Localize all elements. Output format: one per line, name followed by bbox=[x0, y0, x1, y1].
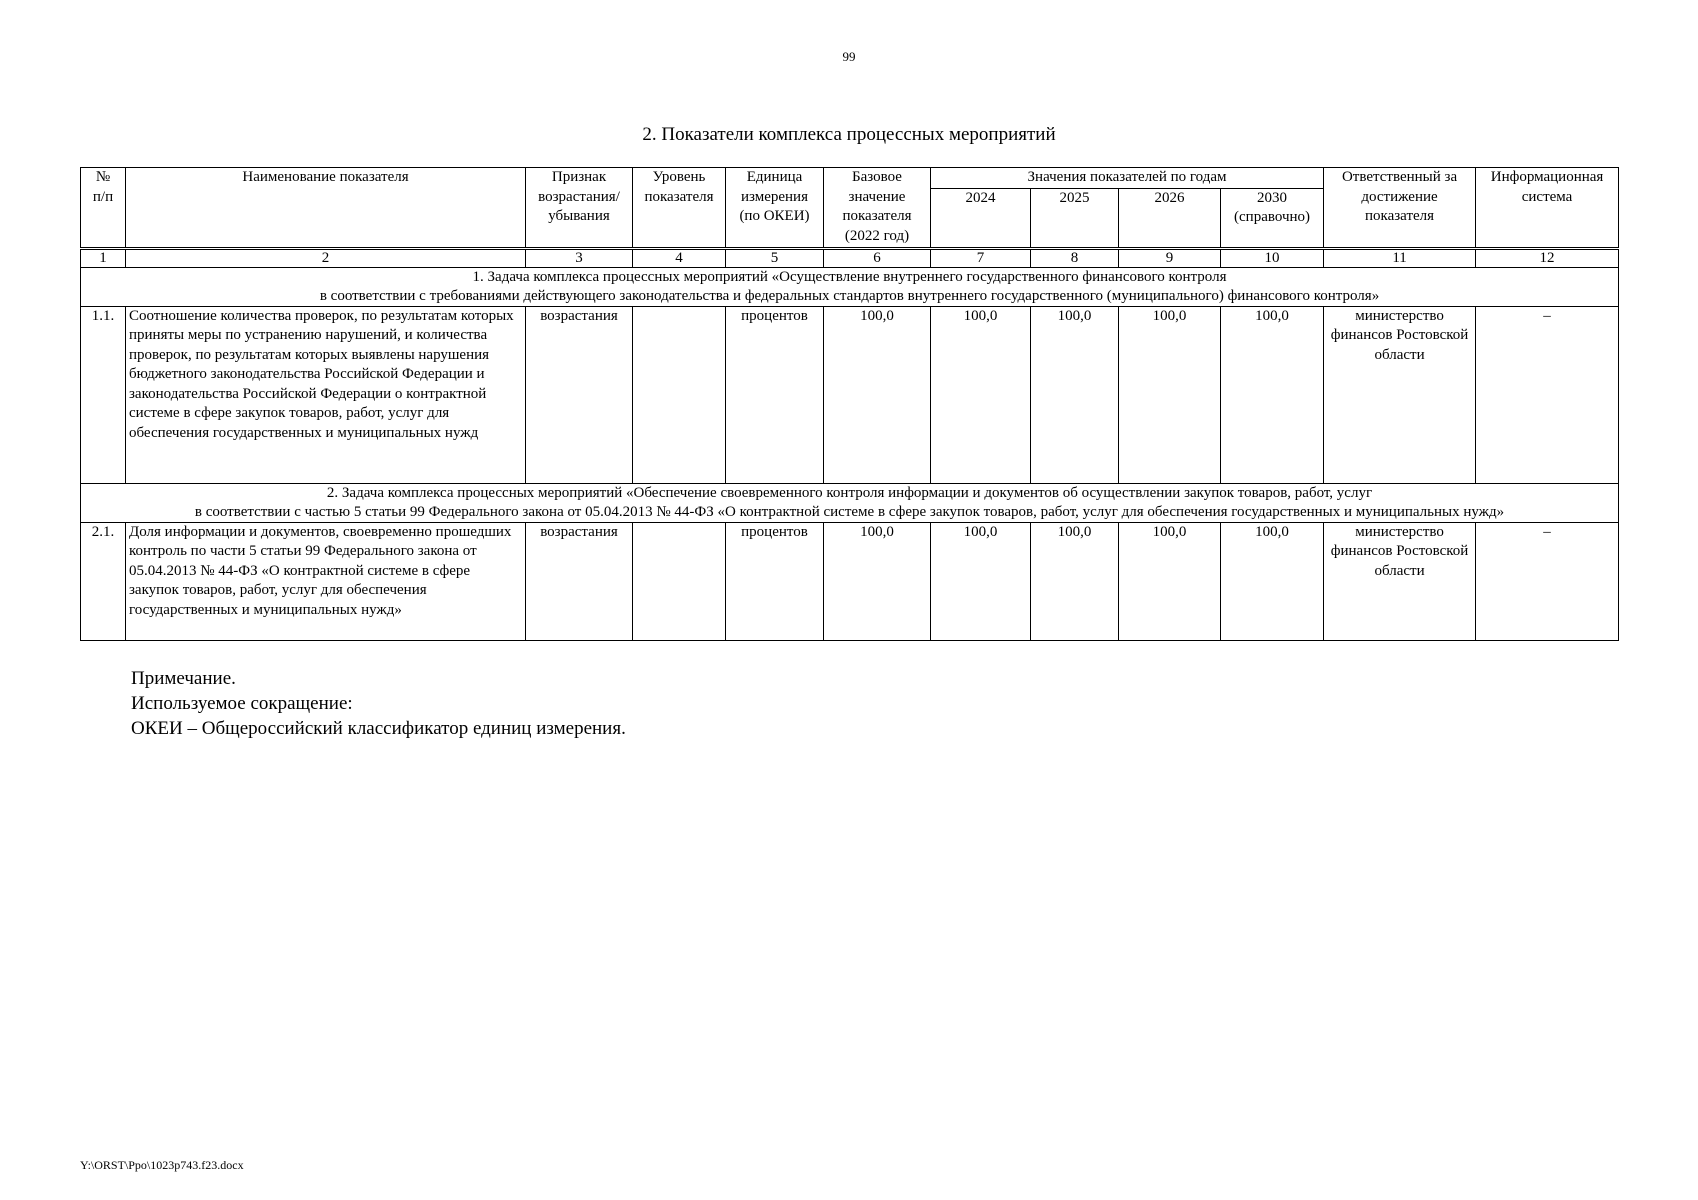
column-number: 4 bbox=[633, 248, 726, 267]
column-number: 8 bbox=[1031, 248, 1119, 267]
row-2025: 100,0 bbox=[1031, 306, 1119, 483]
column-number: 5 bbox=[726, 248, 824, 267]
row-name: Доля информации и документов, своевременно прошедших контроль по части 5 статьи 99 Федерального закона от 05.04.2013 № 44-ФЗ «О контрактной системе в сфере закупок товаров, работ, услуг для обеспечения государственных и муниципальных нужд» bbox=[126, 522, 526, 640]
header-num: № п/п bbox=[81, 168, 126, 249]
column-number: 11 bbox=[1324, 248, 1476, 267]
header-row-1 bbox=[81, 168, 1619, 189]
table-row bbox=[81, 306, 1619, 483]
column-number: 7 bbox=[931, 248, 1031, 267]
column-number: 9 bbox=[1119, 248, 1221, 267]
column-numbers-row bbox=[81, 248, 1619, 267]
row-2024: 100,0 bbox=[931, 522, 1031, 640]
row-infosystem: – bbox=[1476, 522, 1619, 640]
row-responsible: министерство финансов Ростовской области bbox=[1324, 306, 1476, 483]
note-title: Примечание. bbox=[131, 668, 236, 689]
row-unit: процентов bbox=[726, 522, 824, 640]
header-unit: Единица измерения (по ОКЕИ) bbox=[726, 168, 824, 249]
row-num: 2.1. bbox=[81, 522, 126, 640]
header-year-2024: 2024 bbox=[931, 188, 1031, 248]
task-row-2 bbox=[81, 483, 1619, 522]
section-title: 2. Показатели комплекса процессных мероприятий bbox=[642, 124, 1056, 145]
note-abbreviation-heading: Используемое сокращение: bbox=[131, 693, 353, 714]
column-number: 10 bbox=[1221, 248, 1324, 267]
task-row-1 bbox=[81, 267, 1619, 306]
header-base: Базовое значение показателя (2022 год) bbox=[824, 168, 931, 249]
column-number: 3 bbox=[526, 248, 633, 267]
header-year-2025: 2025 bbox=[1031, 188, 1119, 248]
row-2026: 100,0 bbox=[1119, 522, 1221, 640]
row-2025: 100,0 bbox=[1031, 522, 1119, 640]
row-2024: 100,0 bbox=[931, 306, 1031, 483]
column-number: 2 bbox=[126, 248, 526, 267]
row-responsible: министерство финансов Ростовской области bbox=[1324, 522, 1476, 640]
note-abbreviation: ОКЕИ – Общероссийский классификатор единиц измерения. bbox=[131, 718, 626, 739]
indicators-table bbox=[80, 167, 1619, 641]
row-sign: возрастания bbox=[526, 306, 633, 483]
row-level bbox=[633, 306, 726, 483]
column-number: 12 bbox=[1476, 248, 1619, 267]
task-1-title: 1. Задача комплекса процессных мероприятий «Осуществление внутреннего государственного финансового контроля в соответствии с требованиями действующего законодательства и федеральных стандартов внутреннего государственного (муниципального) финансового контроля» bbox=[81, 267, 1619, 306]
row-base: 100,0 bbox=[824, 306, 931, 483]
page-number: 99 bbox=[842, 49, 856, 64]
column-number: 6 bbox=[824, 248, 931, 267]
row-infosystem: – bbox=[1476, 306, 1619, 483]
column-number: 1 bbox=[81, 248, 126, 267]
header-name: Наименование показателя bbox=[126, 168, 526, 249]
header-year-2030: 2030 (справочно) bbox=[1221, 188, 1324, 248]
header-year-2026: 2026 bbox=[1119, 188, 1221, 248]
task-2-title: 2. Задача комплекса процессных мероприятий «Обеспечение своевременного контроля информации и документов об осуществлении закупок товаров, работ, услуг в соответствии с частью 5 статьи 99 Федерального закона от 05.04.2013 № 44-ФЗ «О контрактной системе в сфере закупок товаров, работ, услуг для обеспечения государственных и муниципальных нужд» bbox=[81, 483, 1619, 522]
header-sign: Признак возрастания/ убывания bbox=[526, 168, 633, 249]
row-num: 1.1. bbox=[81, 306, 126, 483]
footer-file-path: Y:\ORST\Ppo\1023p743.f23.docx bbox=[80, 1158, 244, 1172]
header-responsible: Ответственный за достижение показателя bbox=[1324, 168, 1476, 249]
table-row bbox=[81, 522, 1619, 640]
header-years-group: Значения показателей по годам bbox=[931, 168, 1324, 189]
row-base: 100,0 bbox=[824, 522, 931, 640]
header-level: Уровень показателя bbox=[633, 168, 726, 249]
row-2030: 100,0 bbox=[1221, 522, 1324, 640]
row-2030: 100,0 bbox=[1221, 306, 1324, 483]
row-unit: процентов bbox=[726, 306, 824, 483]
row-name: Соотношение количества проверок, по результатам которых приняты меры по устранению нарушений, и количества проверок, по результатам которых выявлены нарушения бюджетного законодательства Российской Федерации и законодательства Российской Федерации о контрактной системе в сфере закупок товаров, работ, услуг для обеспечения государственных и муниципальных нужд bbox=[126, 306, 526, 483]
row-sign: возрастания bbox=[526, 522, 633, 640]
notes-block bbox=[131, 666, 626, 741]
row-level bbox=[633, 522, 726, 640]
header-infosystem: Информационная система bbox=[1476, 168, 1619, 249]
row-2026: 100,0 bbox=[1119, 306, 1221, 483]
